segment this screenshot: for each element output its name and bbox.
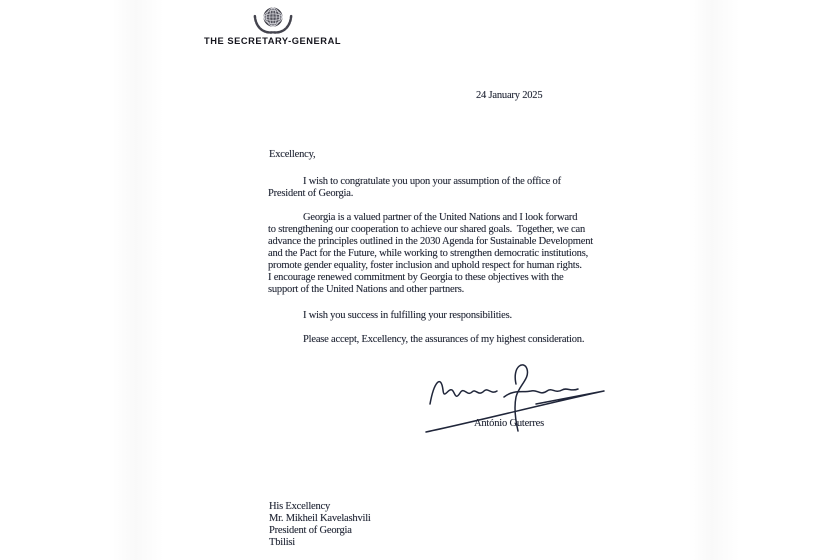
un-emblem-icon [252,4,294,34]
body-line: I encourage renewed commitment by Georgia to these objectives with the [268,272,564,283]
signatory-name: António Guterres [474,418,544,429]
recipient-line: President of Georgia [269,525,352,536]
letter-date: 24 January 2025 [476,90,543,101]
body-line: promote gender equality, foster inclusion and uphold respect for human rights. [268,260,582,271]
scan-artifact-right [688,0,740,560]
recipient-line: His Excellency [269,501,331,512]
body-line: I wish to congratulate you upon your assumption of the office of [303,176,561,187]
body-line: support of the United Nations and other partners. [268,284,465,295]
body-line: to strengthening our cooperation to achieve our shared goals. Together, we can [268,224,585,235]
scan-artifact-left [112,0,164,560]
body-line: I wish you success in fulfilling your responsibilities. [303,310,512,321]
recipient-line: Mr. Mikheil Kavelashvili [269,513,371,524]
body-line: and the Pact for the Future, while working to strengthen democratic institutions, [268,248,589,259]
body-line: President of Georgia. [268,188,354,199]
salutation: Excellency, [269,149,316,160]
body-line: advance the principles outlined in the 2030 Agenda for Sustainable Development [268,236,593,247]
body-line: Please accept, Excellency, the assurances of my highest consideration. [303,334,585,345]
body-line: Georgia is a valued partner of the United Nations and I look forward [303,212,578,223]
recipient-line: Tbilisi [269,537,296,548]
letterhead-title: THE SECRETARY-GENERAL [204,36,342,46]
